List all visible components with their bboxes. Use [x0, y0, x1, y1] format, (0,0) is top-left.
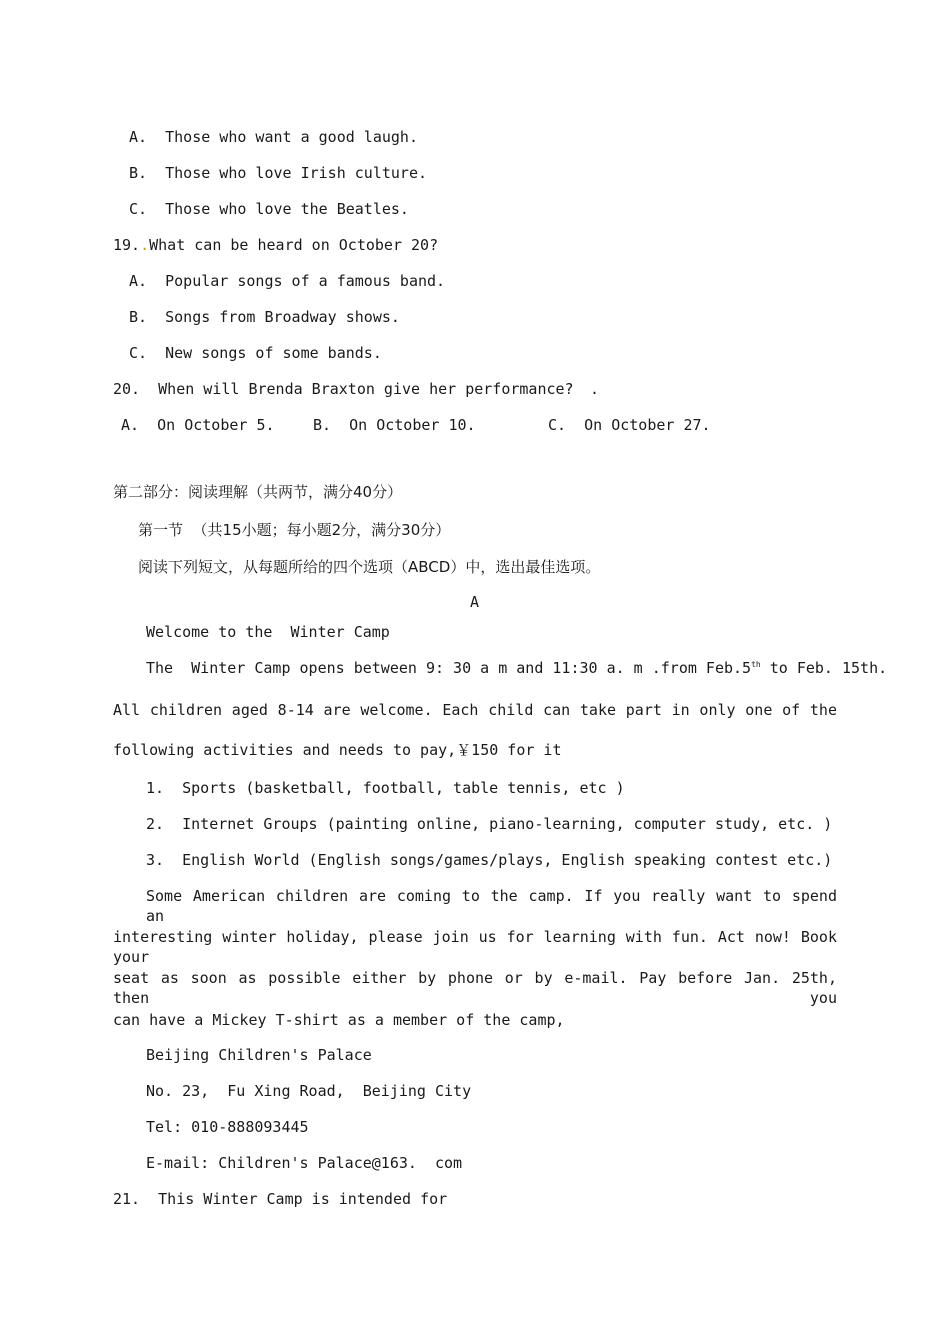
q20-stem: 20. When will Brenda Braxton give her performance? [113, 380, 574, 398]
q18-option-a: A. Those who want a good laugh. [129, 128, 418, 146]
activity-item-2: 2. Internet Groups (painting online, piano-learning, computer study, etc. ) [146, 815, 833, 833]
reading-instruction: 阅读下列短文，从每题所给的四个选项（ABCD）中，选出最佳选项。 [138, 558, 601, 576]
passage-label: A [470, 593, 480, 611]
q19-option-b: B. Songs from Broadway shows. [129, 308, 400, 326]
passage-p1-line3: following activities and needs to pay,￥150 for it [113, 741, 562, 759]
passage-p2-line3: seat as soon as possible either by phone or by e-mail. Pay before Jan. 25th, then you [113, 969, 837, 1007]
q20-option-c: C. On October 27. [548, 416, 711, 434]
q18-option-b: B. Those who love Irish culture. [129, 164, 428, 182]
passage-p2-line2: interesting winter holiday, please join us for learning with fun. Act now! Book your [113, 928, 837, 966]
contact-tel: Tel: 010-888093445 [146, 1118, 309, 1136]
q19-stem: What can be heard on October 20? [149, 236, 439, 254]
passage-p1-line2: All children aged 8-14 are welcome. Each child can take part in only one of the [113, 701, 837, 719]
passage-p2-line4: can have a Mickey T-shirt as a member of the camp, [113, 1011, 565, 1029]
q19-number: 19. [113, 236, 141, 254]
p1-text-b: to Feb. 15th. [760, 659, 888, 677]
passage-p2-line1: Some American children are coming to the camp. If you really want to spend an [146, 887, 837, 925]
p1-text-a: The Winter Camp opens between 9: 30 a m and 11:30 a. m .from Feb.5 [146, 659, 752, 677]
address-line-1: Beijing Children's Palace [146, 1046, 372, 1064]
activity-item-3: 3. English World (English songs/games/plays, English speaking contest etc.) [146, 851, 833, 869]
q20-option-b: B. On October 10. [313, 416, 476, 434]
q19-option-a: A. Popular songs of a famous band. [129, 272, 446, 290]
q18-option-c: C. Those who love the Beatles. [129, 200, 409, 218]
address-line-2: No. 23, Fu Xing Road, Beijing City [146, 1082, 472, 1100]
passage-p1-line1 [146, 658, 887, 678]
passage-title: Welcome to the Winter Camp [146, 623, 390, 641]
q20-blank-dot: . [590, 380, 600, 398]
q19-option-c: C. New songs of some bands. [129, 344, 382, 362]
section1-heading: 第一节 （共15小题；每小题2分，满分30分） [138, 521, 451, 539]
q19-dot-mark: . [140, 236, 150, 254]
p1-superscript: th [751, 660, 761, 669]
contact-email: E-mail: Children's Palace@163. com [146, 1154, 463, 1172]
activity-item-1: 1. Sports (basketball, football, table tennis, etc ) [146, 779, 625, 797]
q21-stem: 21. This Winter Camp is intended for [113, 1190, 448, 1208]
part2-heading: 第二部分：阅读理解（共两节，满分40分） [113, 483, 403, 501]
q19-stem-line [113, 235, 438, 255]
q20-option-a: A. On October 5. [121, 416, 275, 434]
